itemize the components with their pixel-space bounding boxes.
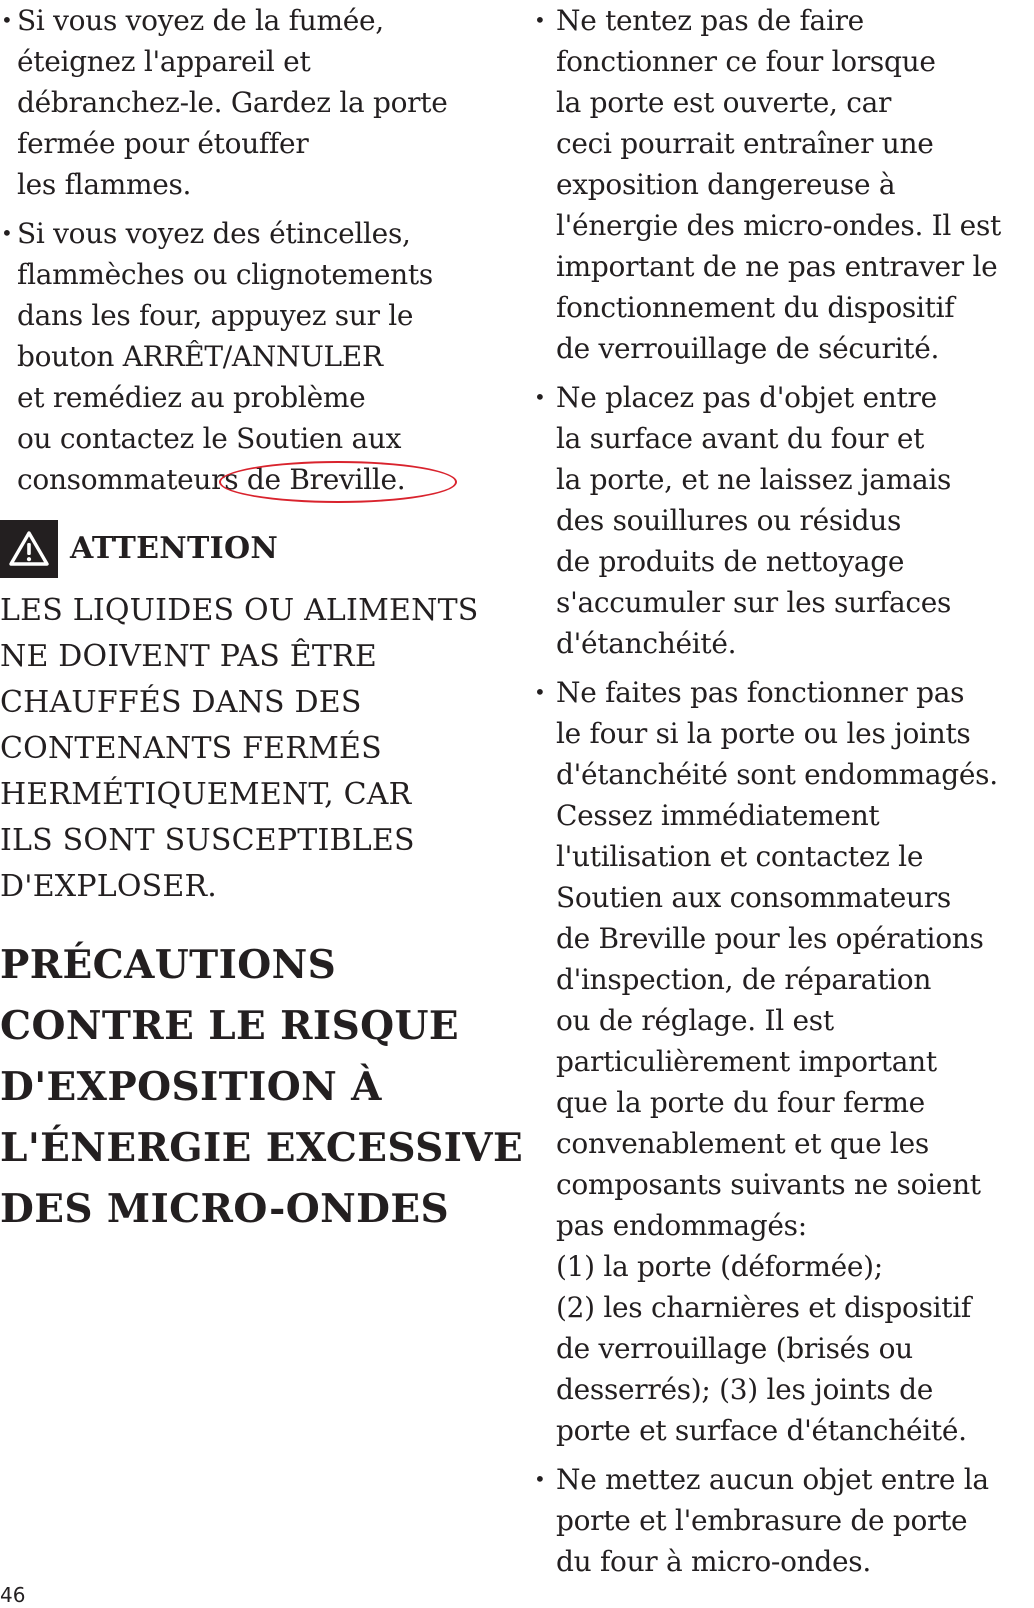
warning-triangle-icon [0,520,58,578]
text-line: la porte est ouverte, car [556,86,892,119]
attention-warning-text [0,588,505,910]
text-line: HERMÉTIQUEMENT, CAR [0,777,412,812]
text-line: l'énergie des micro-ondes. Il est [556,209,1001,242]
right-bullet-list [533,0,1033,1582]
text-line: • Si vous voyez de la fumée, [17,4,384,37]
text-line: et remédiez au problème [17,381,366,414]
heading-line: CONTRE LE RISQUE [0,1003,460,1049]
text-line: • Ne faites pas fonctionner pas [556,676,965,709]
text-line: de verrouillage (brisés ou [556,1332,913,1365]
text-line: des souillures ou résidus [556,504,902,537]
page-number: 46 [0,1583,26,1607]
text-line: convenablement et que les [556,1127,929,1160]
text-line: CONTENANTS FERMÉS [0,731,382,766]
text-line: la porte, et ne laissez jamais [556,463,952,496]
text-line: fonctionner ce four lorsque [556,45,936,78]
text-line: flammèches ou clignotements [17,258,433,291]
text-line: D'EXPLOSER. [0,869,218,904]
text-line: fonctionnement du dispositif [556,291,955,324]
text-line: • Ne mettez aucun objet entre la [556,1463,989,1496]
text-line: important de ne pas entraver le [556,250,998,283]
attention-header [0,519,278,578]
text-line: l'utilisation et contactez le [556,840,924,873]
text-line: porte et surface d'étanchéité. [556,1414,967,1447]
text-line: d'étanchéité sont endommagés. [556,758,998,791]
text-line: exposition dangereuse à [556,168,896,201]
text-line: ou contactez le Soutien aux [17,422,402,455]
text-line: d'inspection, de réparation [556,963,932,996]
text-line: composants suivants ne soient [556,1168,981,1201]
right-column [533,0,1033,1590]
text-line: les flammes. [17,168,192,201]
text-line: éteignez l'appareil et [17,45,311,78]
text-line: • Ne placez pas d'objet entre [556,381,937,414]
text-line: pas endommagés: [556,1209,807,1242]
left-bullet-list [0,0,505,500]
text-line: de verrouillage de sécurité. [556,332,940,365]
heading-line: L'ÉNERGIE EXCESSIVE [0,1125,524,1171]
text-line: fermée pour étouffer [17,127,309,160]
section-heading [0,935,524,1240]
text-line: d'étanchéité. [556,627,737,660]
text-line: du four à micro-ondes. [556,1545,871,1578]
text-line: CHAUFFÉS DANS DES [0,685,362,720]
text-line: (2) les charnières et dispositif [556,1291,971,1324]
heading-line: PRÉCAUTIONS [0,942,337,988]
text-line: bouton ARRÊT/ANNULER [17,340,383,373]
text-line: Cessez immédiatement [556,799,880,832]
bullet-sparks [0,213,505,500]
text-line: ILS SONT SUSCEPTIBLES [0,823,415,858]
heading-line: DES MICRO-ONDES [0,1186,450,1232]
bullet-door-open [533,0,1033,369]
bullet-no-objects [533,377,1033,664]
bullet-smoke [0,0,505,205]
text-line: Soutien aux consommateurs [556,881,951,914]
text-line: particulièrement important [556,1045,937,1078]
text-line: ceci pourrait entraîner une [556,127,934,160]
text-line: la surface avant du four et [556,422,925,455]
text-line: desserrés); (3) les joints de [556,1373,933,1406]
text-line: de produits de nettoyage [556,545,905,578]
text-line: le four si la porte ou les joints [556,717,971,750]
text-line: • Si vous voyez des étincelles, [17,217,411,250]
text-line: porte et l'embrasure de porte [556,1504,968,1537]
text-line: s'accumuler sur les surfaces [556,586,952,619]
text-line: • Ne tentez pas de faire [556,4,864,37]
heading-line: D'EXPOSITION À [0,1064,382,1110]
text-line: LES LIQUIDES OU ALIMENTS [0,593,479,628]
text-line: NE DOIVENT PAS ÊTRE [0,639,377,674]
text-line: consommateurs de Breville. [17,463,406,496]
text-line: de Breville pour les opérations [556,922,984,955]
text-line: que la porte du four ferme [556,1086,925,1119]
left-column [0,0,505,508]
attention-label: ATTENTION [70,531,279,566]
bullet-no-object-door-frame [533,1459,1033,1582]
text-line: ou de réglage. Il est [556,1004,834,1037]
text-line: débranchez-le. Gardez la porte [17,86,448,119]
text-line: (1) la porte (déformée); [556,1250,883,1283]
text-line: dans les four, appuyez sur le [17,299,414,332]
bullet-damaged-door [533,672,1033,1451]
